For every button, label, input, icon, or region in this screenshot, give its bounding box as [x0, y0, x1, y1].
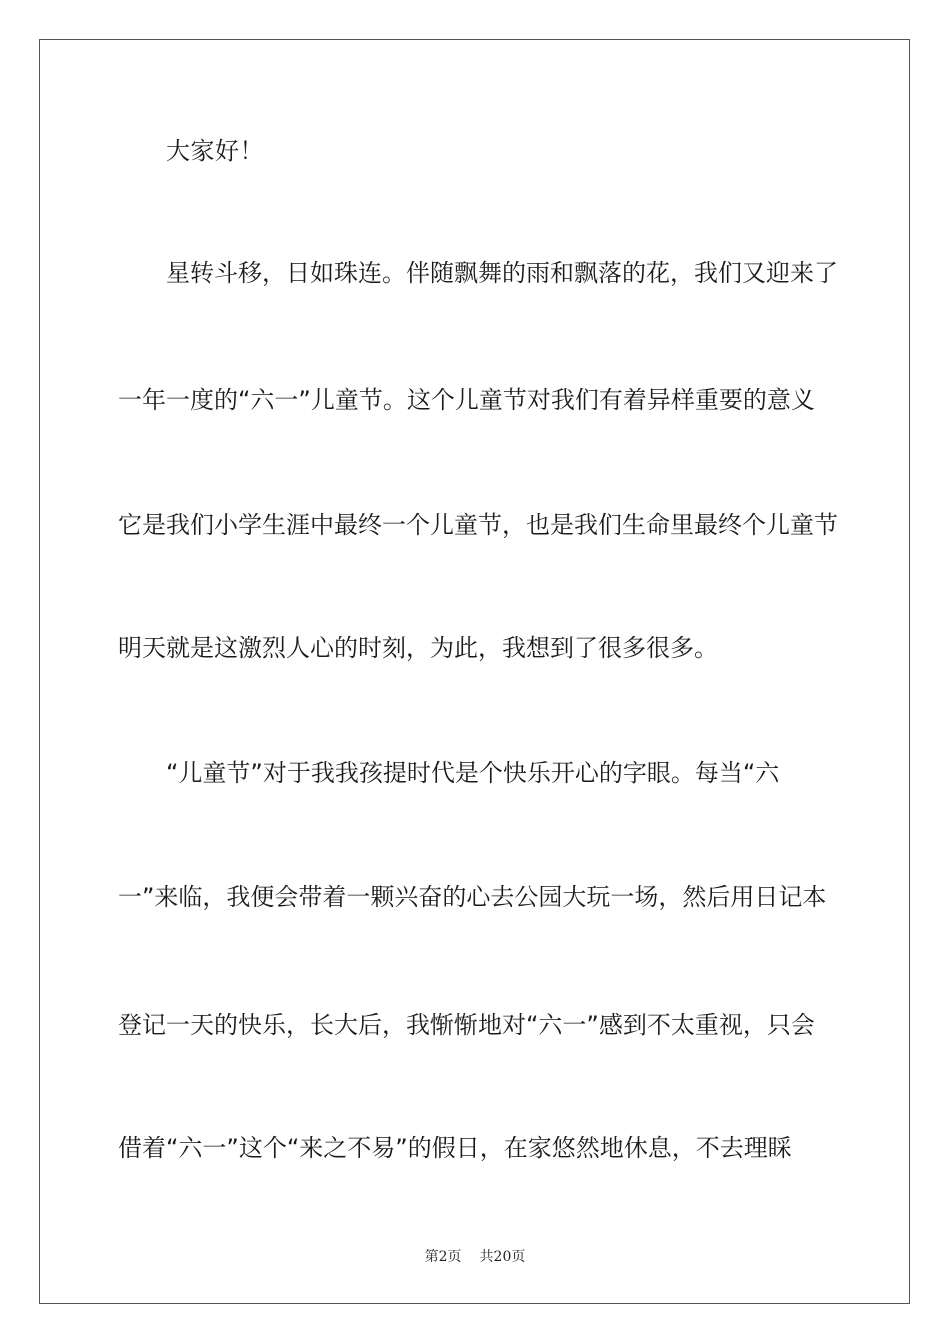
page-number-current: 第2页	[424, 1249, 462, 1265]
paragraph-line: 它是我们小学生涯中最终一个儿童节，也是我们生命里最终个儿童节	[118, 511, 838, 539]
page-number-total: 共20页	[479, 1249, 526, 1265]
paragraph-line: 星转斗移，日如珠连。伴随飘舞的雨和飘落的花，我们又迎来了	[166, 259, 838, 287]
paragraph-line: 一”来临，我便会带着一颗兴奋的心去公园大玩一场，然后用日记本	[118, 883, 827, 911]
page-border	[39, 39, 910, 1304]
page-footer	[0, 1247, 950, 1267]
paragraph-line: 借着“六一”这个“来之不易”的假日，在家悠然地休息，不去理睬	[118, 1134, 792, 1162]
paragraph-line: 一年一度的“六一”儿童节。这个儿童节对我们有着异样重要的意义	[118, 386, 815, 414]
paragraph-line: 明天就是这激烈人心的时刻，为此，我想到了很多很多。	[118, 634, 718, 662]
paragraph-line: 登记一天的快乐，长大后，我惭惭地对“六一”感到不太重视，只会	[118, 1011, 815, 1039]
paragraph-line: “儿童节”对于我我孩提时代是个快乐开心的字眼。每当“六	[166, 759, 780, 787]
greeting-line: 大家好！	[166, 137, 264, 165]
